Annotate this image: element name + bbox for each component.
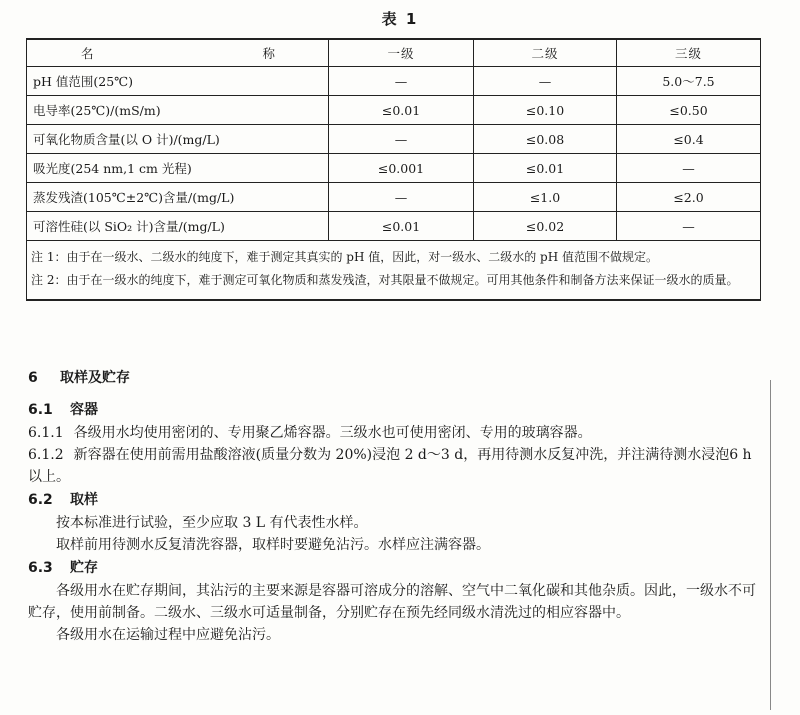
section-title: 容器: [70, 402, 98, 418]
section-6-heading: [28, 368, 763, 388]
header-grade3: 三级: [617, 39, 761, 67]
table-row: [27, 154, 761, 183]
section-number: 6.1: [28, 402, 53, 418]
cell-grade2: ≤0.02: [474, 212, 617, 241]
section-title: 取样: [70, 492, 98, 508]
section-6-1-heading: [28, 400, 763, 420]
table-note-2: 注 2：由于在一级水的纯度下，难于测定可氧化物质和蒸发残渣，对其限量不做规定。可用其他条件和制备方法来保证一级水的质量。: [31, 273, 739, 287]
section-number: 6: [28, 370, 38, 386]
table-note-1: 注 1：由于在一级水、二级水的纯度下，难于测定其真实的 pH 值，因此，对一级水、二级水的 pH 值范围不做规定。: [31, 250, 659, 264]
clause-number: 6.1.1: [28, 425, 64, 441]
cell-grade2: —: [474, 67, 617, 96]
clause-6-1-1: [28, 422, 763, 444]
row-name: 可氧化物质含量(以 O 计)/(mg/L): [27, 125, 329, 154]
clause-text: 各级用水均使用密闭的、专用聚乙烯容器。三级水也可使用密闭、专用的玻璃容器。: [73, 425, 592, 441]
table-row: [27, 212, 761, 241]
table-row: [27, 67, 761, 96]
header-name: 名 称: [27, 39, 329, 67]
table-row: [27, 96, 761, 125]
section-6-3-heading: [28, 558, 763, 578]
cell-grade1: ≤0.001: [329, 154, 474, 183]
table-header-row: [27, 39, 761, 67]
row-name: 蒸发残渣(105℃±2℃)含量/(mg/L): [27, 183, 329, 212]
table-title: 表 1: [381, 10, 419, 28]
cell-grade1: —: [329, 125, 474, 154]
table-row: [27, 125, 761, 154]
cell-grade2: ≤0.01: [474, 154, 617, 183]
header-grade1: 一级: [329, 39, 474, 67]
cell-grade3: ≤0.4: [617, 125, 761, 154]
cell-grade3: ≤0.50: [617, 96, 761, 125]
header-grade2: 二级: [474, 39, 617, 67]
cell-grade3: —: [617, 212, 761, 241]
cell-grade1: —: [329, 183, 474, 212]
cell-grade2: ≤1.0: [474, 183, 617, 212]
section-title: 贮存: [70, 560, 98, 576]
table-notes-row: [27, 241, 761, 301]
cell-grade3: ≤2.0: [617, 183, 761, 212]
section-title: 取样及贮存: [60, 370, 130, 386]
cell-grade3: 5.0～7.5: [617, 67, 761, 96]
row-name: 电导率(25℃)/(mS/m): [27, 96, 329, 125]
clause-number: 6.1.2: [28, 447, 64, 463]
cell-grade2: ≤0.10: [474, 96, 617, 125]
cell-grade2: ≤0.08: [474, 125, 617, 154]
section-number: 6.3: [28, 560, 53, 576]
row-name: 吸光度(254 nm,1 cm 光程): [27, 154, 329, 183]
cell-grade3: —: [617, 154, 761, 183]
paragraph: 按本标准进行试验，至少应取 3 L 有代表性水样。: [56, 515, 368, 531]
table-row: [27, 183, 761, 212]
table-notes: [27, 241, 761, 301]
row-name: pH 值范围(25℃): [27, 67, 329, 96]
row-name: 可溶性硅(以 SiO₂ 计)含量/(mg/L): [27, 212, 329, 241]
paragraph: 各级用水在运输过程中应避免沾污。: [56, 627, 280, 643]
section-number: 6.2: [28, 492, 53, 508]
margin-rule: [770, 380, 771, 710]
paragraph: 取样前用待测水反复清洗容器，取样时要避免沾污。水样应注满容器。: [56, 537, 490, 553]
water-grade-table: [26, 38, 761, 301]
clause-6-1-2: [28, 444, 763, 488]
cell-grade1: ≤0.01: [329, 96, 474, 125]
paragraph: 各级用水在贮存期间，其沾污的主要来源是容器可溶成分的溶解、空气中二氧化碳和其他杂质。因此，一级水不可贮存，使用前制备。二级水、三级水可适量制备，分别贮存在预先经同级水清洗过的相应容器中。: [28, 583, 756, 621]
cell-grade1: —: [329, 67, 474, 96]
cell-grade1: ≤0.01: [329, 212, 474, 241]
section-6-body: [28, 368, 763, 646]
clause-text: 新容器在使用前需用盐酸溶液(质量分数为 20%)浸泡 2 d～3 d，再用待测水反复冲洗，并注满待测水浸泡6 h以上。: [28, 447, 752, 485]
section-6-2-heading: [28, 490, 763, 510]
